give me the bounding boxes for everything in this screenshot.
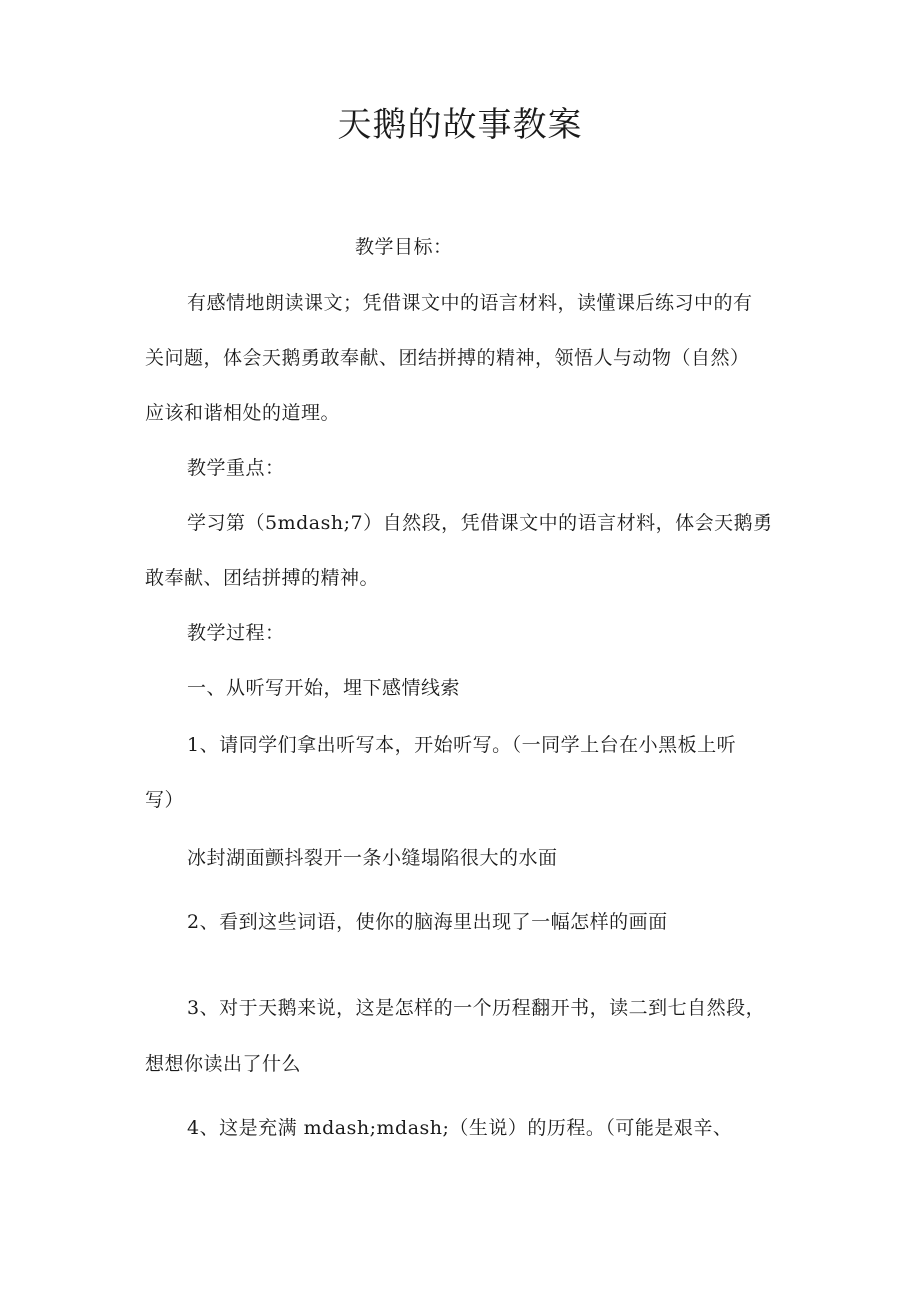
dictation-words: 冰封湖面颤抖裂开一条小缝塌陷很大的水面: [187, 847, 558, 869]
step-four-line: 4、这是充满 mdash;mdash;（生说）的历程。（可能是艰辛、: [187, 1117, 733, 1139]
section-one-heading: 一、从听写开始，埋下感情线索: [187, 677, 461, 699]
teaching-focus-line: 学习第（5mdash;7）自然段，凭借课文中的语言材料，体会天鹅勇: [187, 512, 773, 534]
teaching-focus-heading: 教学重点：: [187, 457, 285, 479]
step-three-line: 想想你读出了什么: [145, 1053, 302, 1075]
teaching-goals-line: 关问题，体会天鹅勇敢奉献、团结拼搏的精神，领悟人与动物（自然）: [145, 347, 750, 369]
step-one-line: 1、请同学们拿出听写本，开始听写。（一同学上台在小黑板上听: [187, 734, 737, 756]
teaching-focus-line: 敢奉献、团结拼搏的精神。: [145, 567, 380, 589]
teaching-goals-line: 有感情地朗读课文；凭借课文中的语言材料，读懂课后练习中的有: [187, 292, 753, 314]
step-one-line: 写）: [145, 789, 185, 811]
teaching-goals-line: 应该和谐相处的道理。: [145, 402, 341, 424]
teaching-process-heading: 教学过程：: [187, 622, 285, 644]
teaching-goals-heading: 教学目标：: [355, 236, 453, 258]
step-three-line: 3、对于天鹅来说，这是怎样的一个历程翻开书，读二到七自然段，: [187, 997, 766, 1019]
document-title: 天鹅的故事教案: [337, 105, 583, 145]
step-two-line: 2、看到这些词语，使你的脑海里出现了一幅怎样的画面: [187, 911, 668, 933]
